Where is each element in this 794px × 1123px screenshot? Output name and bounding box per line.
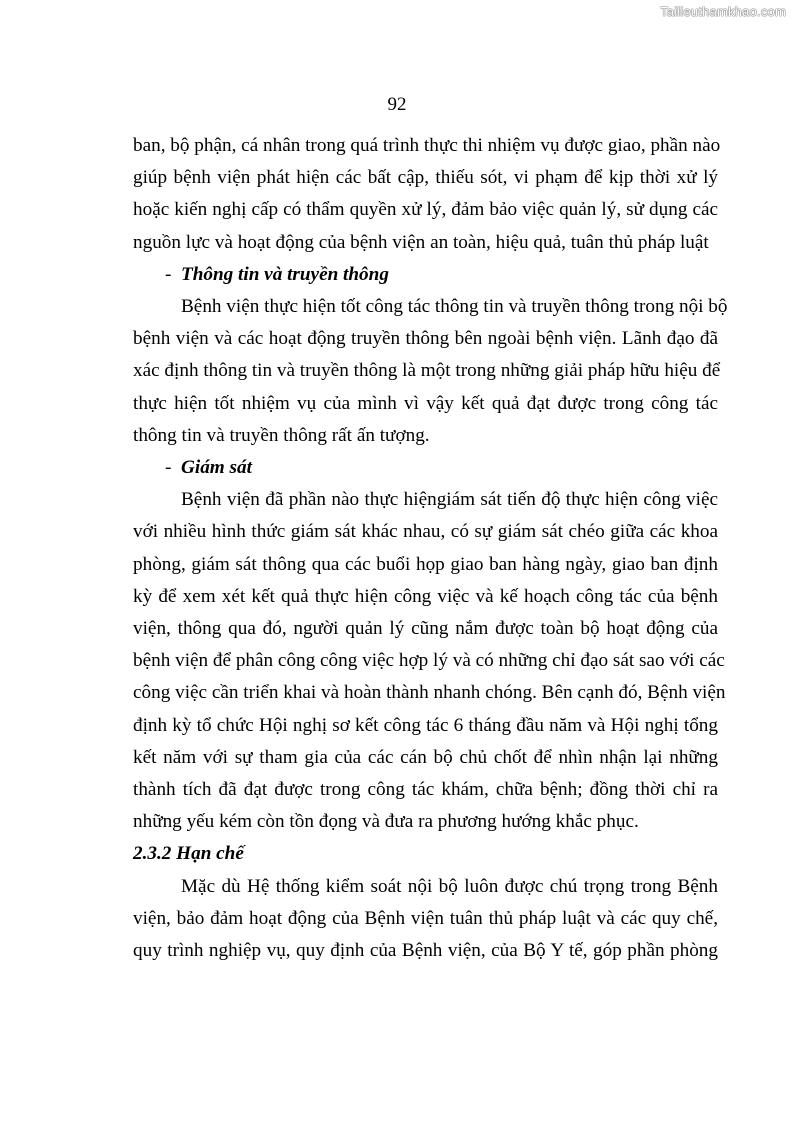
text-line: Bệnh viện đã phần nào thực hiệngiám sát tiến độ thực hiện công việc <box>181 489 718 511</box>
text-line: bệnh viện để phân công công việc hợp lý và có những chỉ đạo sát sao với các <box>133 650 725 672</box>
text-line: thực hiện tốt nhiệm vụ của mình vì vậy kết quả đạt được trong công tác <box>133 392 718 414</box>
heading-title: Thông tin và truyền thông <box>181 263 389 285</box>
text-line: nguồn lực và hoạt động của bệnh viện an toàn, hiệu quả, tuân thủ pháp luật <box>133 231 709 253</box>
bullet-dash: - <box>165 457 172 479</box>
text-line: kết năm với sự tham gia của các cán bộ chủ chốt để nhìn nhận lại những <box>133 746 718 768</box>
text-line: định kỳ tổ chức Hội nghị sơ kết công tác 6 tháng đầu năm và Hội nghị tổng <box>133 714 718 736</box>
heading-information-communication <box>133 259 718 291</box>
text-line: viện, thông qua đó, người quản lý cũng nắm được toàn bộ hoạt động của <box>133 618 718 640</box>
text-line: Bệnh viện thực hiện tốt công tác thông tin và truyền thông trong nội bộ <box>181 296 728 318</box>
text-line: với nhiều hình thức giám sát khác nhau, có sự giám sát chéo giữa các khoa <box>133 521 718 543</box>
text-line: phòng, giám sát thông qua các buổi họp giao ban hàng ngày, giao ban định <box>133 553 718 575</box>
bullet-dash: - <box>165 263 172 285</box>
paragraph-limitations <box>133 871 718 968</box>
text-line: bệnh viện và các hoạt động truyền thông bên ngoài bệnh viện. Lãnh đạo đã <box>133 328 718 350</box>
page-number: 92 <box>387 94 407 115</box>
text-line: thông tin và truyền thông rất ấn tượng. <box>133 424 430 446</box>
text-line: xác định thông tin và truyền thông là một trong những giải pháp hữu hiệu để <box>133 360 721 382</box>
heading-title: Giám sát <box>181 457 252 479</box>
watermark: Tailieuthamkhao.com <box>660 4 786 19</box>
paragraph-information-communication <box>133 291 728 452</box>
text-line: kỳ để xem xét kết quả thực hiện công việc và kế hoạch công tác của bệnh <box>133 585 718 607</box>
paragraph-supervision <box>133 484 726 838</box>
document-body <box>133 130 728 967</box>
section-heading-limitations: 2.3.2 Hạn chế <box>133 843 244 865</box>
text-line: thành tích đã đạt được trong công tác khám, chữa bệnh; đồng thời chỉ ra <box>133 779 718 801</box>
paragraph-intro <box>133 130 721 259</box>
heading-supervision <box>133 452 718 484</box>
text-line: những yếu kém còn tồn đọng và đưa ra phương hướng khắc phục. <box>133 811 639 833</box>
text-line: Mặc dù Hệ thống kiểm soát nội bộ luôn được chú trọng trong Bệnh <box>181 875 718 897</box>
text-line: ban, bộ phận, cá nhân trong quá trình thực thi nhiệm vụ được giao, phần nào <box>133 135 721 156</box>
text-line: giúp bệnh viện phát hiện các bất cập, thiếu sót, vi phạm để kịp thời xử lý <box>133 167 718 189</box>
text-line: hoặc kiến nghị cấp có thẩm quyền xử lý, đảm bảo việc quản lý, sử dụng các <box>133 199 718 221</box>
text-line: quy trình nghiệp vụ, quy định của Bệnh viện, của Bộ Y tế, góp phần phòng <box>133 940 718 962</box>
text-line: viện, bảo đảm hoạt động của Bệnh viện tuân thủ pháp luật và các quy chế, <box>133 907 718 929</box>
text-line: công việc cần triển khai và hoàn thành nhanh chóng. Bên cạnh đó, Bệnh viện <box>133 682 726 704</box>
